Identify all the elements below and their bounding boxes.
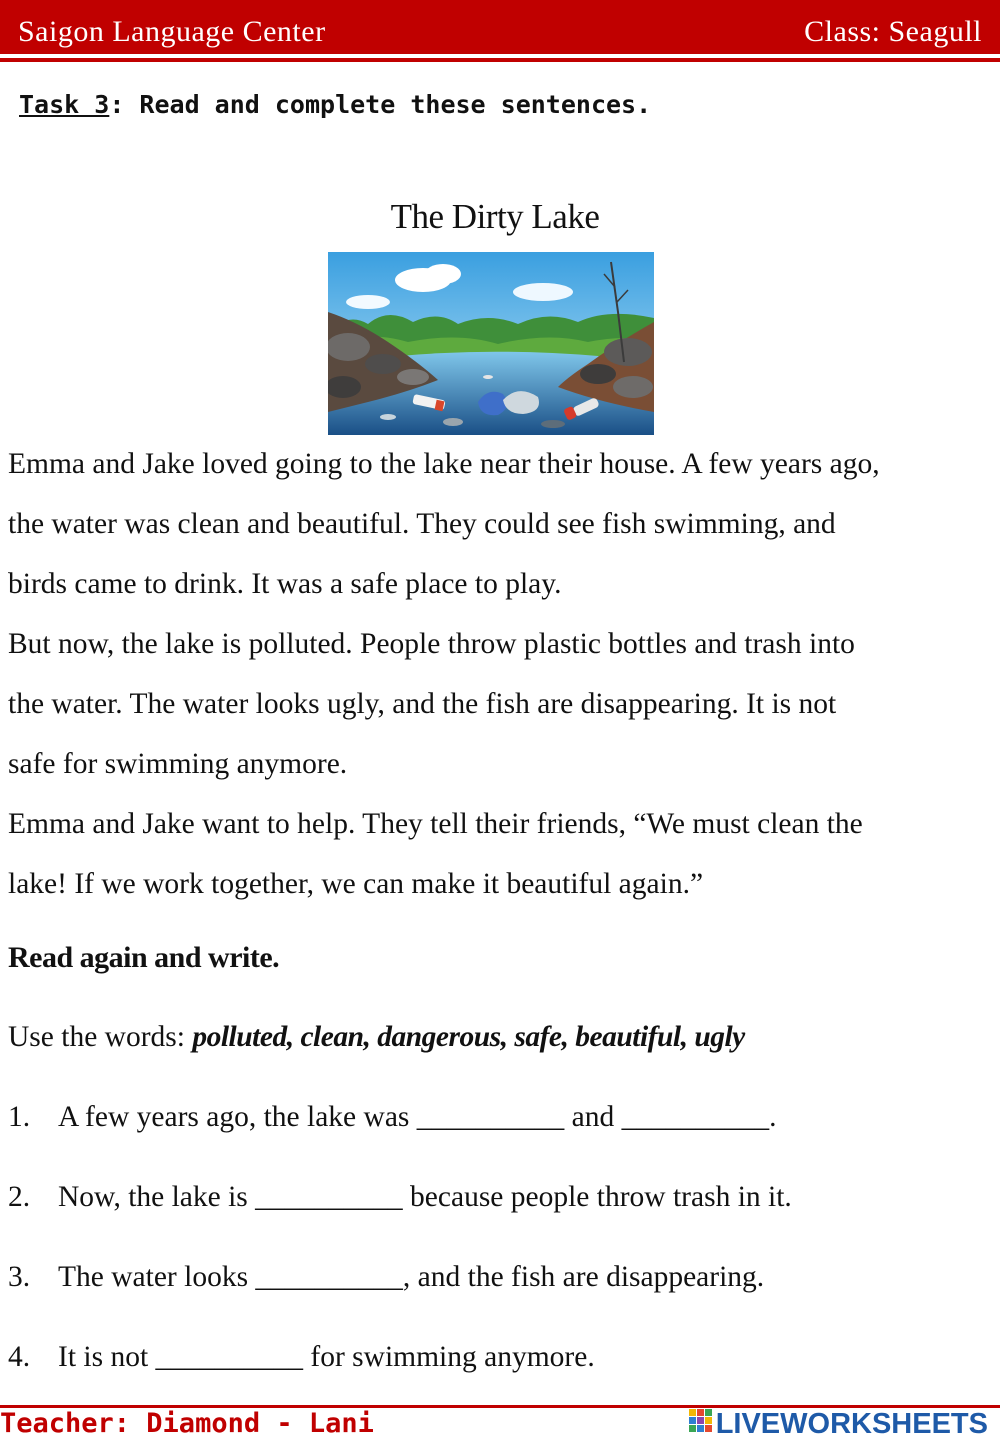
liveworksheets-brand[interactable] xyxy=(689,1404,988,1444)
polluted-lake-illustration xyxy=(328,252,654,435)
question-4 xyxy=(8,1335,595,1379)
header-divider xyxy=(0,58,1000,62)
question-text: The water looks __________, and the fish are disappearing. xyxy=(58,1261,765,1293)
exercise-heading: Read again and write. xyxy=(8,941,280,974)
story-line: lake! If we work together, we can make it beautiful again.” xyxy=(8,868,704,900)
question-text: Now, the lake is __________ because people throw trash in it. xyxy=(58,1181,792,1213)
question-number: 1. xyxy=(8,1101,31,1133)
question-3 xyxy=(8,1255,764,1299)
word-bank-line xyxy=(8,1015,745,1059)
word-bank: polluted, clean, dangerous, safe, beautiful, ugly xyxy=(192,1021,745,1053)
story-line: the water. The water looks ugly, and the fish are disappearing. It is not xyxy=(8,688,837,720)
liveworksheets-logo-icon xyxy=(689,1409,713,1439)
question-text: It is not __________ for swimming anymore. xyxy=(58,1341,595,1373)
word-bank-prefix: Use the words: xyxy=(8,1021,193,1053)
task-label: Task 3 xyxy=(19,90,110,119)
school-name: Saigon Language Center xyxy=(18,15,326,48)
story-line: birds came to drink. It was a safe place to play. xyxy=(8,568,562,600)
teacher-credit: Teacher: Diamond - Lani xyxy=(0,1408,374,1439)
class-label: Class: Seagull xyxy=(804,15,982,48)
story-line: Emma and Jake loved going to the lake near their house. A few years ago, xyxy=(8,448,880,480)
question-1 xyxy=(8,1095,777,1139)
story-line: Emma and Jake want to help. They tell their friends, “We must clean the xyxy=(8,808,863,840)
question-number: 3. xyxy=(8,1261,31,1293)
question-text: A few years ago, the lake was __________ and __________. xyxy=(58,1101,777,1133)
story-line: the water was clean and beautiful. They could see fish swimming, and xyxy=(8,508,836,540)
question-number: 4. xyxy=(8,1341,31,1373)
story-text xyxy=(8,434,993,914)
story-line: safe for swimming anymore. xyxy=(8,748,348,780)
question-2 xyxy=(8,1175,792,1219)
story-title: The Dirty Lake xyxy=(390,197,600,236)
question-number: 2. xyxy=(8,1181,31,1213)
story-line: But now, the lake is polluted. People throw plastic bottles and trash into xyxy=(8,628,855,660)
brand-name: LIVEWORKSHEETS xyxy=(715,1408,988,1440)
task-text: : Read and complete these sentences. xyxy=(109,90,652,119)
task-instruction xyxy=(19,89,651,121)
